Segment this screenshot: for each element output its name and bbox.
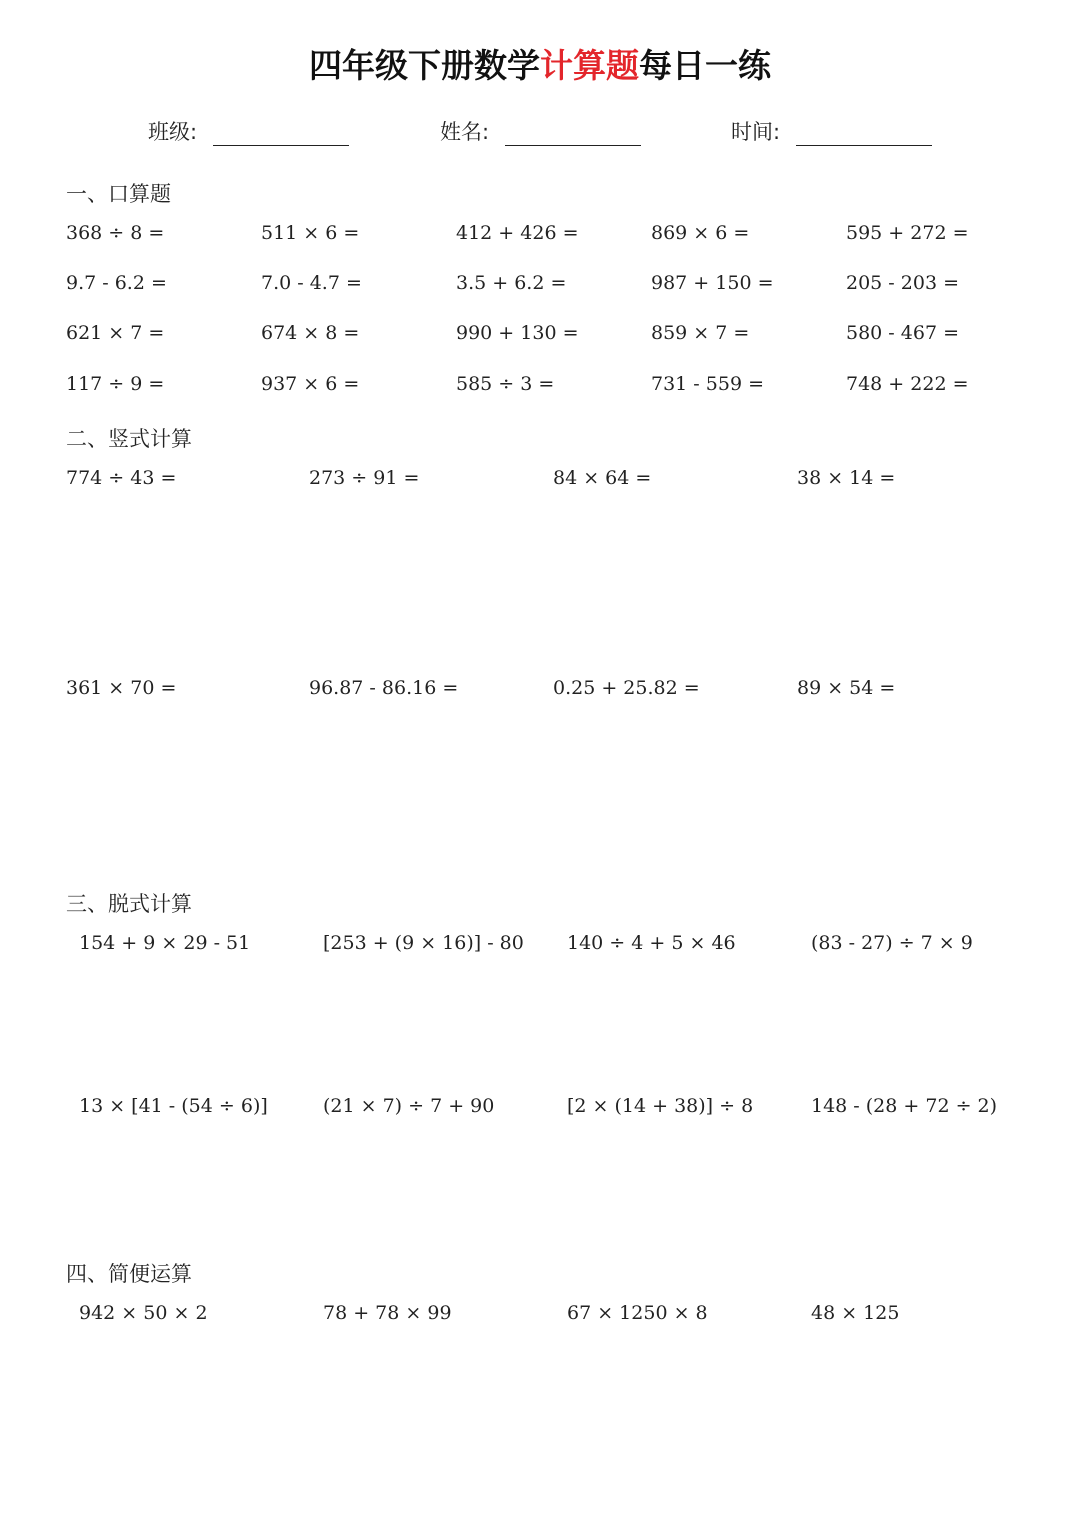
oral-problem: 937 × 6 =: [261, 373, 360, 395]
stepwise-problem: 154 + 9 × 29 - 51: [79, 932, 251, 954]
oral-problem: 9.7 - 6.2 =: [66, 272, 167, 294]
stepwise-problem: (83 - 27) ÷ 7 × 9: [811, 932, 973, 954]
oral-problem: 869 × 6 =: [651, 222, 750, 244]
name-label: 姓名:: [440, 120, 490, 144]
oral-problem: 117 ÷ 9 =: [66, 373, 165, 395]
simple-problem: 67 × 1250 × 8: [567, 1302, 708, 1324]
stepwise-problem: (21 × 7) ÷ 7 + 90: [323, 1095, 495, 1117]
simple-problem: 78 + 78 × 99: [323, 1302, 452, 1324]
oral-problem: 859 × 7 =: [651, 322, 750, 344]
oral-problem: 580 - 467 =: [846, 322, 959, 344]
oral-problem: 3.5 + 6.2 =: [456, 272, 567, 294]
oral-problem: 990 + 130 =: [456, 322, 579, 344]
oral-problem: 595 + 272 =: [846, 222, 969, 244]
vertical-problem: 89 × 54 =: [797, 677, 896, 699]
class-label: 班级:: [148, 120, 198, 144]
time-label: 时间:: [731, 120, 781, 144]
vertical-problem: 361 × 70 =: [66, 677, 177, 699]
oral-problem: 7.0 - 4.7 =: [261, 272, 362, 294]
vertical-problem: 84 × 64 =: [553, 467, 652, 489]
title-part-2-highlight: 计算题: [540, 46, 639, 85]
title-part-3: 每日一练: [639, 46, 771, 85]
stepwise-problem: 13 × [41 - (54 ÷ 6)]: [79, 1095, 268, 1117]
stepwise-problem: [2 × (14 + 38)] ÷ 8: [567, 1095, 754, 1117]
name-field-line[interactable]: [505, 145, 641, 146]
vertical-problem: 774 ÷ 43 =: [66, 467, 177, 489]
vertical-problem: 0.25 + 25.82 =: [553, 677, 700, 699]
worksheet-title: [0, 40, 1080, 87]
oral-problem: 621 × 7 =: [66, 322, 165, 344]
oral-problem: 987 + 150 =: [651, 272, 774, 294]
section-oral-heading: 一、口算题: [66, 182, 171, 206]
vertical-problem: 273 ÷ 91 =: [309, 467, 420, 489]
oral-problem: 368 ÷ 8 =: [66, 222, 165, 244]
simple-problem: 48 × 125: [811, 1302, 900, 1324]
vertical-problem: 96.87 - 86.16 =: [309, 677, 459, 699]
oral-problem: 731 - 559 =: [651, 373, 764, 395]
stepwise-problem: 148 - (28 + 72 ÷ 2): [811, 1095, 998, 1117]
oral-problem: 511 × 6 =: [261, 222, 360, 244]
oral-problem: 205 - 203 =: [846, 272, 959, 294]
oral-problem: 748 + 222 =: [846, 373, 969, 395]
section-vertical-heading: 二、竖式计算: [66, 427, 192, 451]
oral-problem: 412 + 426 =: [456, 222, 579, 244]
title-part-1: 四年级下册数学: [309, 46, 540, 85]
simple-problem: 942 × 50 × 2: [79, 1302, 208, 1324]
vertical-problem: 38 × 14 =: [797, 467, 896, 489]
stepwise-problem: 140 ÷ 4 + 5 × 46: [567, 932, 736, 954]
time-field-line[interactable]: [796, 145, 932, 146]
stepwise-problem: [253 + (9 × 16)] - 80: [323, 932, 524, 954]
class-field-line[interactable]: [213, 145, 349, 146]
oral-problem: 585 ÷ 3 =: [456, 373, 555, 395]
oral-problem: 674 × 8 =: [261, 322, 360, 344]
section-stepwise-heading: 三、脱式计算: [66, 892, 192, 916]
section-simple-heading: 四、简便运算: [66, 1262, 192, 1286]
